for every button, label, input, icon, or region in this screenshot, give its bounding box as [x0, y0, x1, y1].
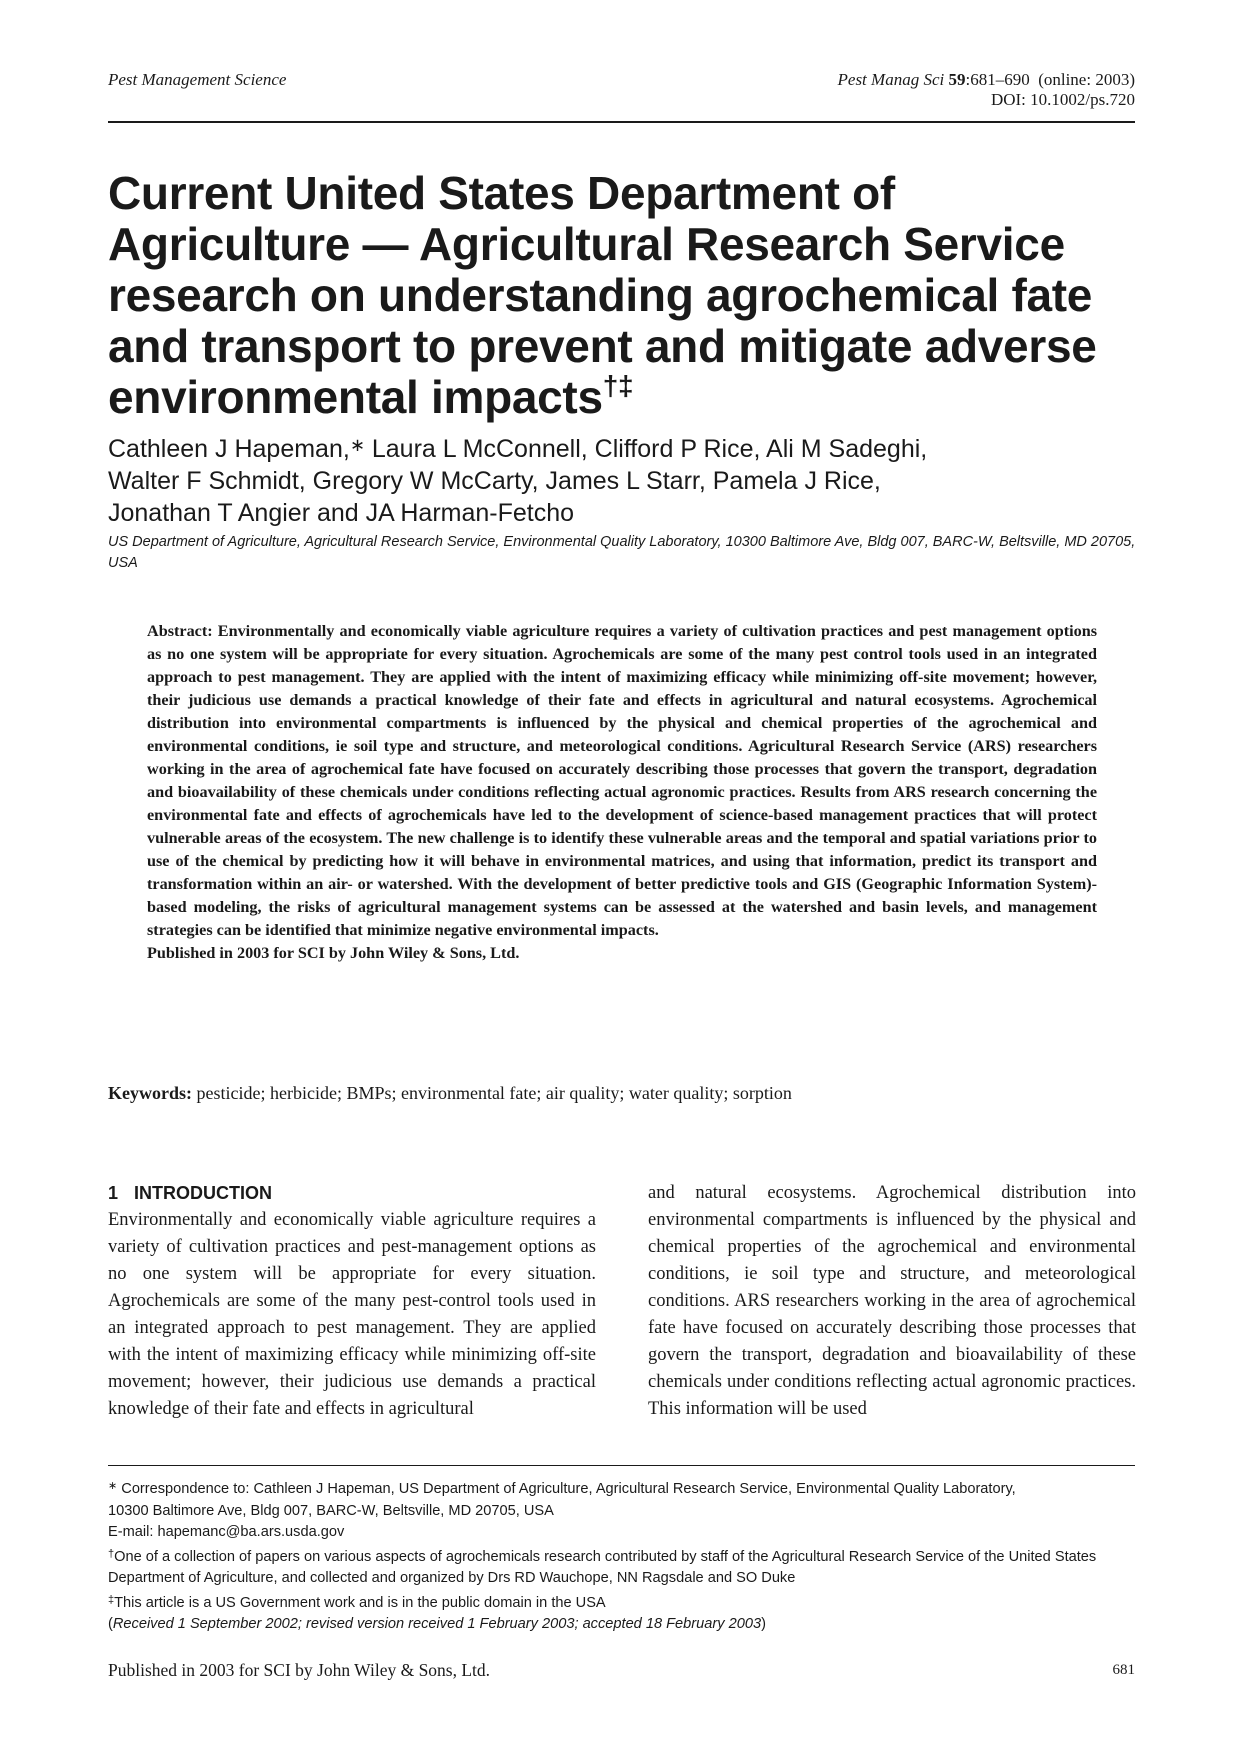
footnote-mark: ‡ — [108, 1593, 115, 1606]
affiliation: US Department of Agriculture, Agricultural Research Service, Environmental Quality Laboratory, 10300 Baltimore Ave, Bldg 007, BARC-W, Beltsville, MD 20705, USA — [108, 534, 1136, 571]
footnote-text: Correspondence to: Cathleen J Hapeman, US Department of Agriculture, Agricultural Research Service, Environmental Quality Laboratory, — [117, 1481, 1016, 1497]
author-list — [108, 429, 1138, 529]
abstract-published: Published in 2003 for SCI by John Wiley & Sons, Ltd. — [147, 944, 520, 962]
running-header-citation — [838, 70, 1135, 110]
footer-publisher: Published in 2003 for SCI by John Wiley & Sons, Ltd. — [108, 1660, 491, 1680]
author-line: Walter F Schmidt, Gregory W McCarty, James L Starr, Pamela J Rice, — [108, 467, 881, 495]
footnotes — [108, 1476, 1138, 1636]
title-line: Agriculture — Agricultural Research Service — [108, 218, 1065, 270]
footnote-mark: † — [108, 1547, 115, 1560]
footnote-mark: ∗ — [108, 1480, 118, 1492]
body-column-left: Environmentally and economically viable agriculture requires a variety of cultivation practices and pest-management options as no one system will be appropriate for every situation. Agrochemicals are some of the many pest-control tools used in an integrated approach to pest management. They are applied with the intent of maximizing efficacy while minimizing off-site movement; however, their judicious use demands a practical knowledge of their fate and effects in agricultural — [108, 1210, 596, 1419]
keywords-label: Keywords: — [108, 1083, 192, 1103]
citation-journal: Pest Manag Sci — [837, 70, 945, 89]
footnote-ddagger — [108, 1590, 1138, 1615]
keywords — [108, 1083, 1138, 1104]
title-footnote-marks: †‡ — [602, 370, 634, 401]
running-header-journal: Pest Management Science — [108, 70, 287, 89]
received-dates: Received 1 September 2002; revised version received 1 February 2003; accepted 18 February 2003 — [112, 1616, 762, 1632]
title-text: environmental impacts — [108, 371, 603, 423]
corresponding-author: Cathleen J Hapeman, — [108, 435, 350, 463]
section-number: 1 — [108, 1183, 119, 1203]
article-title — [108, 168, 1148, 423]
footnote-text: One of a collection of papers on various aspects of agrochemicals research contributed by staff of the Agricultural Research Service of the United States Department of Agriculture, and collected and organized by Drs RD Wauchope, NN Ragsdale and SO Duke — [108, 1548, 1097, 1586]
footnote-correspondence — [108, 1476, 1138, 1501]
author-line: Jonathan T Angier and JA Harman-Fetcho — [108, 499, 575, 527]
citation-online: (online: 2003) — [1038, 70, 1135, 89]
footnote-received: (Received 1 September 2002; revised version received 1 February 2003; accepted 18 February 2003) — [108, 1616, 766, 1632]
footnote-rule — [108, 1465, 1135, 1466]
section-title: INTRODUCTION — [134, 1183, 272, 1203]
citation-volume: 59 — [948, 70, 966, 89]
author-line — [108, 429, 1138, 465]
section-heading — [108, 1183, 272, 1204]
citation-pages: :681–690 — [965, 70, 1030, 89]
abstract — [147, 620, 1097, 965]
body-column-right: and natural ecosystems. Agrochemical distribution into environmental compartments is influenced by the physical and chemical properties of the agrochemical and environmental conditions, ie soil type and structure, and meteorological conditions. ARS researchers working in the area of agrochemical fate have focused on accurately describing those processes that govern the transport, degradation and bioavailability of these chemicals under conditions reflecting actual agronomic practices. This information will be used — [648, 1183, 1136, 1419]
author-names: Laura L McConnell, Clifford P Rice, Ali M Sadeghi, — [364, 435, 928, 463]
footnote-text: This article is a US Government work and is in the public domain in the USA — [114, 1594, 606, 1611]
title-line: Current United States Department of — [108, 167, 895, 219]
footnote-address: 10300 Baltimore Ave, Bldg 007, BARC-W, Beltsville, MD 20705, USA — [108, 1502, 554, 1519]
title-line — [108, 372, 1148, 423]
title-line: research on understanding agrochemical fate — [108, 269, 1093, 321]
doi: DOI: 10.1002/ps.720 — [990, 90, 1135, 109]
keywords-text: pesticide; herbicide; BMPs; environmental fate; air quality; water quality; sorption — [192, 1083, 792, 1103]
header-rule — [108, 121, 1135, 123]
page-number: 681 — [1112, 1662, 1135, 1678]
footnote-dagger — [108, 1544, 1138, 1590]
citation-line — [838, 70, 1135, 90]
abstract-text: Abstract: Environmentally and economically viable agriculture requires a variety of cultivation practices and pest management options as no one system will be appropriate for every situation. Agrochemicals are some of the many pest control tools used in an integrated approach to pest management. They are applied with the intent of maximizing efficacy while minimizing off-site movement; however, their judicious use demands a practical knowledge of their fate and effects in agricultural and natural ecosystems. Agrochemical distribution into environmental compartments is influenced by the physical and chemical properties of the agrochemical and environmental conditions, ie soil type and structure, and meteorological conditions. Agricultural Research Service (ARS) researchers working in the area of agrochemical fate have focused on accurately describing those processes that govern the transport, degradation and bioavailability of these chemicals under conditions reflecting actual agronomic practices. Results from ARS research concerning the environmental fate and effects of agrochemicals have led to the development of science-based management practices that will protect vulnerable areas of the ecosystem. The new challenge is to identify these vulnerable areas and the temporal and spatial variations prior to use of the chemical by predicting how it will behave in environmental matrices, and using that information, predict its transport and transformation within an air- or watershed. With the development of better predictive tools and GIS (Geographic Information System)-based modeling, the risks of agricultural management systems can be assessed at the watershed and basin levels, and management strategies can be identified that minimize negative environmental impacts. — [147, 622, 1097, 939]
corresponding-mark: ∗ — [349, 435, 365, 455]
footnote-email: E-mail: hapemanc@ba.ars.usda.gov — [108, 1524, 345, 1540]
title-line: and transport to prevent and mitigate adverse — [108, 320, 1097, 372]
